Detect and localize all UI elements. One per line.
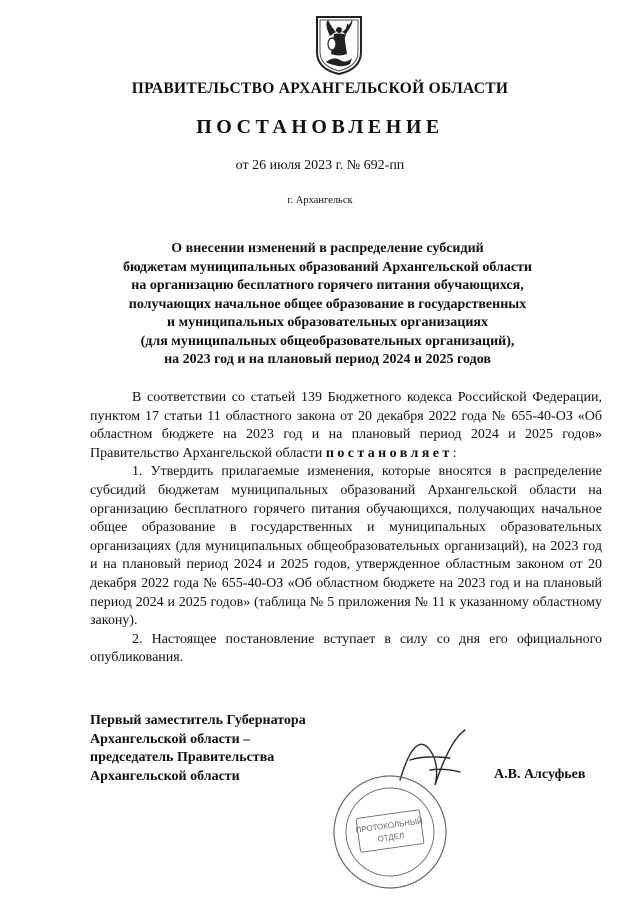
signer-position-line: Первый заместитель Губернатора	[90, 713, 306, 728]
intro-text: В соответствии со статьей 139 Бюджетного кодекса Российской Федерации, пунктом 17 статьи 11 областного закона от 20 декабря 2022 года № 655-40-ОЗ «Об областном бюджете на 2023 год и на плановый период 2024 и 2025 годов» Правительство Архангельской области	[90, 390, 602, 461]
document-title	[90, 240, 565, 370]
svg-text:ОТДЕЛ: ОТДЕЛ	[376, 831, 405, 844]
title-line: и муниципальных образовательных организациях	[167, 315, 488, 330]
title-line: получающих начальное общее образование в государственных	[128, 296, 527, 312]
intro-paragraph	[90, 389, 602, 463]
title-line: бюджетам муниципальных образований Архангельской области	[123, 259, 532, 275]
title-line: на 2023 год и на плановый период 2024 и 2025 годов	[164, 352, 491, 367]
signer-position	[90, 712, 306, 786]
signer-position-line: Архангельской области	[90, 768, 240, 784]
official-stamp	[330, 770, 450, 900]
title-line: (для муниципальных общеобразовательных организаций),	[140, 333, 515, 349]
title-line: О внесении изменений в распределение субсидий	[171, 241, 484, 256]
signer-position-line: председатель Правительства	[90, 750, 275, 765]
svg-text:ПРОТОКОЛЬНЫЙ: ПРОТОКОЛЬНЫЙ	[355, 816, 424, 835]
government-name: ПРАВИТЕЛЬСТВО АРХАНГЕЛЬСКОЙ ОБЛАСТИ	[131, 80, 509, 97]
document-city: г. Архангельск	[287, 195, 353, 206]
decree-word: постановляет	[325, 445, 453, 461]
document-type: ПОСТАНОВЛЕНИЕ	[196, 116, 444, 138]
archangel-coat-of-arms-icon	[314, 14, 364, 76]
document-date-number: от 26 июля 2023 г. № 692-пп	[235, 158, 405, 173]
decree-colon: :	[452, 445, 457, 461]
item-1-paragraph: 1. Утвердить прилагаемые изменения, которые вносятся в распределение субсидий бюджетам муниципальных образований Архангельской области на организацию бесплатного горячего питания обучающихся, получающих начальное общее образование в государственных и муниципальных образовательных организациях (для муниципальных общеобразовательных организаций), на 2023 год и на плановый период 2024 и 2025 годов, утвержденное областным законом от 20 декабря 2022 года № 655-40-ОЗ «Об областном бюджете на 2023 год и на плановый период 2024 и 2025 годов» (таблица № 5 приложения № 11 к указанному областному закону).	[90, 464, 602, 629]
document-body	[90, 389, 602, 668]
signer-name: А.В. Алсуфьев	[494, 767, 586, 782]
item-2-paragraph: 2. Настоящее постановление вступает в силу со дня его официального опубликования.	[90, 631, 602, 666]
title-line: на организацию бесплатного горячего питания обучающихся,	[131, 278, 524, 293]
signer-position-line: Архангельской области –	[90, 731, 251, 747]
